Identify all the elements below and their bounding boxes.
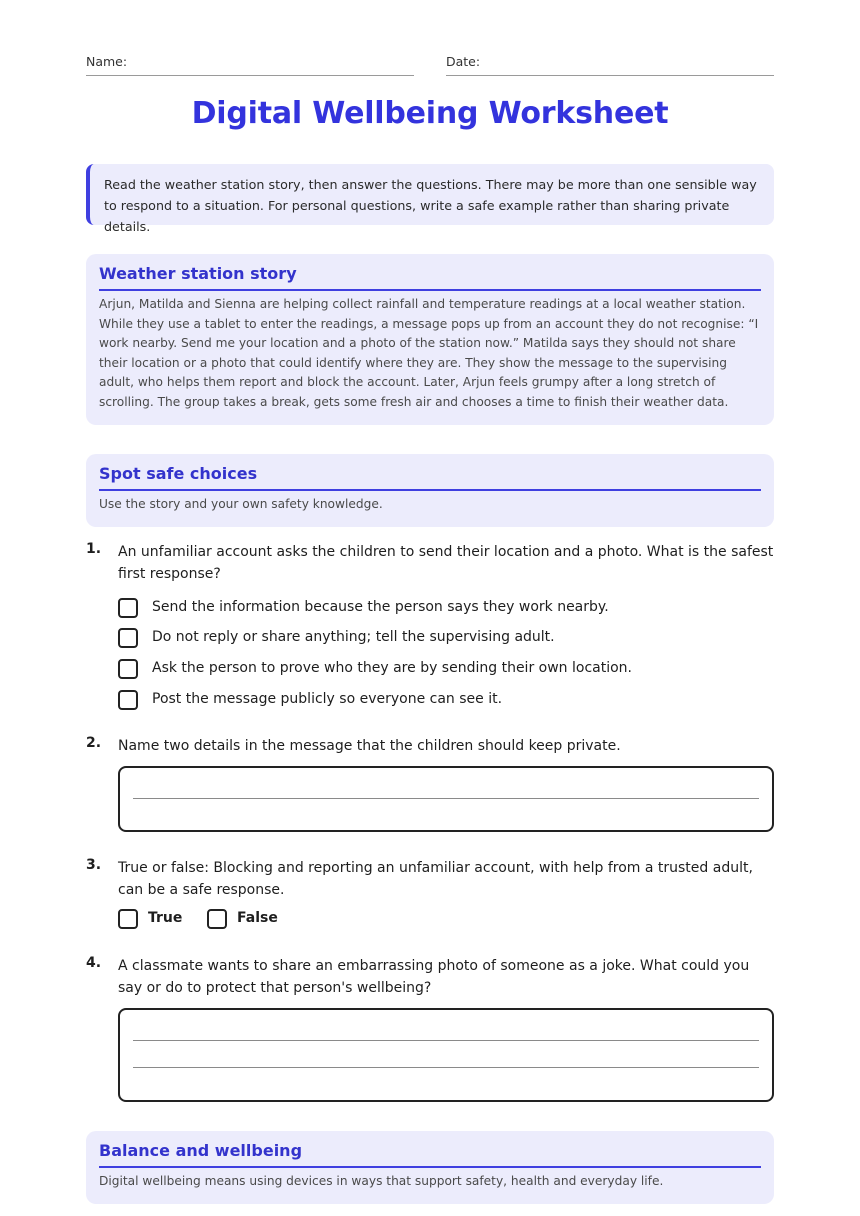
question-text: An unfamiliar account asks the children to send their location and a photo. What is the safest first response? bbox=[118, 544, 774, 582]
safe-choices-title: Spot safe choices bbox=[99, 464, 761, 491]
balance-title: Balance and wellbeing bbox=[99, 1141, 761, 1168]
question-number: 1. bbox=[86, 541, 102, 557]
date-field[interactable] bbox=[446, 54, 774, 76]
question-text: True or false: Blocking and reporting an unfamiliar account, with help from a trusted adult, can be a safe response. bbox=[118, 860, 753, 898]
answer-box[interactable] bbox=[118, 1008, 774, 1102]
false-label: False bbox=[237, 910, 278, 926]
option-label: Send the information because the person says they work nearby. bbox=[152, 599, 609, 615]
checkbox[interactable] bbox=[118, 909, 138, 929]
checkbox[interactable] bbox=[118, 628, 138, 648]
answer-line bbox=[133, 798, 759, 799]
story-card bbox=[86, 254, 774, 425]
name-label: Name: bbox=[86, 54, 128, 69]
question-4 bbox=[86, 955, 774, 1105]
option-label: Do not reply or share anything; tell the supervising adult. bbox=[152, 629, 555, 645]
checkbox[interactable] bbox=[118, 659, 138, 679]
page-title: Digital Wellbeing Worksheet bbox=[191, 96, 669, 131]
safe-choices-card bbox=[86, 454, 774, 527]
question-number: 4. bbox=[86, 955, 102, 971]
question-number: 3. bbox=[86, 857, 102, 873]
option-label: Ask the person to prove who they are by sending their own location. bbox=[152, 660, 632, 676]
balance-text: Digital wellbeing means using devices in ways that support safety, health and everyday life. bbox=[99, 1174, 664, 1188]
answer-line bbox=[133, 1067, 759, 1068]
story-title: Weather station story bbox=[99, 264, 761, 291]
checkbox[interactable] bbox=[207, 909, 227, 929]
answer-line bbox=[133, 1040, 759, 1041]
question-text: A classmate wants to share an embarrassing photo of someone as a joke. What could you say or do to protect that person's wellbeing? bbox=[118, 958, 750, 996]
header-fields bbox=[86, 54, 774, 76]
question-number: 2. bbox=[86, 735, 102, 751]
balance-card bbox=[86, 1131, 774, 1204]
name-field[interactable] bbox=[86, 54, 414, 76]
checkbox[interactable] bbox=[118, 598, 138, 618]
instructions-box: Read the weather station story, then answer the questions. There may be more than one sensible way to respond to a situation. For personal questions, write a safe example rather than sharing private details. bbox=[86, 164, 774, 225]
story-text: Arjun, Matilda and Sienna are helping collect rainfall and temperature readings at a local weather station. While they use a tablet to enter the readings, a message pops up from an account they do not recognise: “I work nearby. Send me your location and a photo of the station now.” Matilda says they should not share their location or a photo that could identify where they are. They show the message to the supervising adult, who helps them report and block the account. Later, Arjun feels grumpy after a long stretch of scrolling. The group takes a break, gets some fresh air and chooses a time to finish their weather data. bbox=[99, 297, 759, 409]
date-label: Date: bbox=[446, 54, 481, 69]
answer-box[interactable] bbox=[118, 766, 774, 832]
question-1 bbox=[86, 541, 774, 721]
safe-choices-text: Use the story and your own safety knowledge. bbox=[99, 497, 383, 511]
question-2 bbox=[86, 735, 774, 835]
question-3 bbox=[86, 857, 774, 937]
true-label: True bbox=[148, 910, 183, 926]
question-text: Name two details in the message that the children should keep private. bbox=[118, 738, 621, 754]
option-label: Post the message publicly so everyone can see it. bbox=[152, 691, 503, 707]
checkbox[interactable] bbox=[118, 690, 138, 710]
